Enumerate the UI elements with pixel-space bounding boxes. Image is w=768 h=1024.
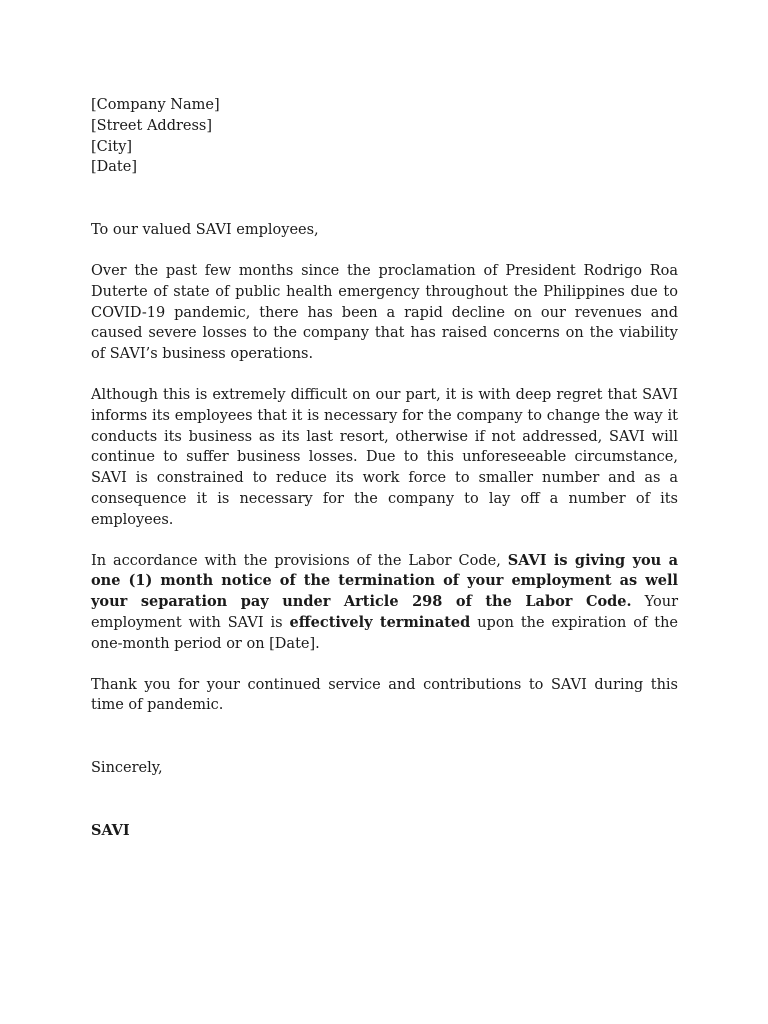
- paragraph-3: [91, 551, 678, 655]
- company-name: [Company Name]: [91, 97, 220, 113]
- paragraph-1: Over the past few months since the proclamation of President Rodrigo Roa Duterte of state of public health emergency throughout the Philippines due to COVID-19 pandemic, there has been a rapid decline on our revenues and caused severe losses to the company that has raised concerns on the viability of SAVI’s business operations.: [91, 262, 678, 363]
- paragraph-3-middle: Your employment with SAVI is: [91, 594, 678, 631]
- letter-page: [91, 95, 678, 842]
- date: [Date]: [91, 159, 137, 176]
- closing: Sincerely,: [91, 760, 163, 777]
- signature: SAVI: [91, 821, 130, 839]
- paragraph-4: Thank you for your continued service and contributions to SAVI during this time of pandemic.: [91, 676, 678, 714]
- address-block: [91, 95, 678, 178]
- paragraph-3-end: upon the expiration of the one-month period or on [Date].: [91, 614, 678, 652]
- paragraph-3-intro: In accordance with the provisions of the Labor Code,: [91, 552, 508, 569]
- street-address: [Street Address]: [91, 117, 213, 134]
- city: [City]: [91, 138, 133, 155]
- paragraph-3-bold-terminated: effectively terminated: [289, 613, 471, 631]
- paragraph-2: Although this is extremely difficult on our part, it is with deep regret that SAVI informs its employees that it is necessary for the company to change the way it conducts its business as its last resort, otherwise if not addressed, SAVI will continue to suffer business losses. Due to this unforeseeable circumstance, SAVI is constrained to reduce its work force to smaller number and as a consequence it is necessary for the company to lay off a number of its employees.: [91, 386, 678, 528]
- salutation: To our valued SAVI employees,: [91, 222, 319, 239]
- paragraph-3-bold-notice: SAVI is giving you a one (1) month notice of the termination of your employment as well your separation pay under Article 298 of the Labor Code.: [91, 551, 678, 611]
